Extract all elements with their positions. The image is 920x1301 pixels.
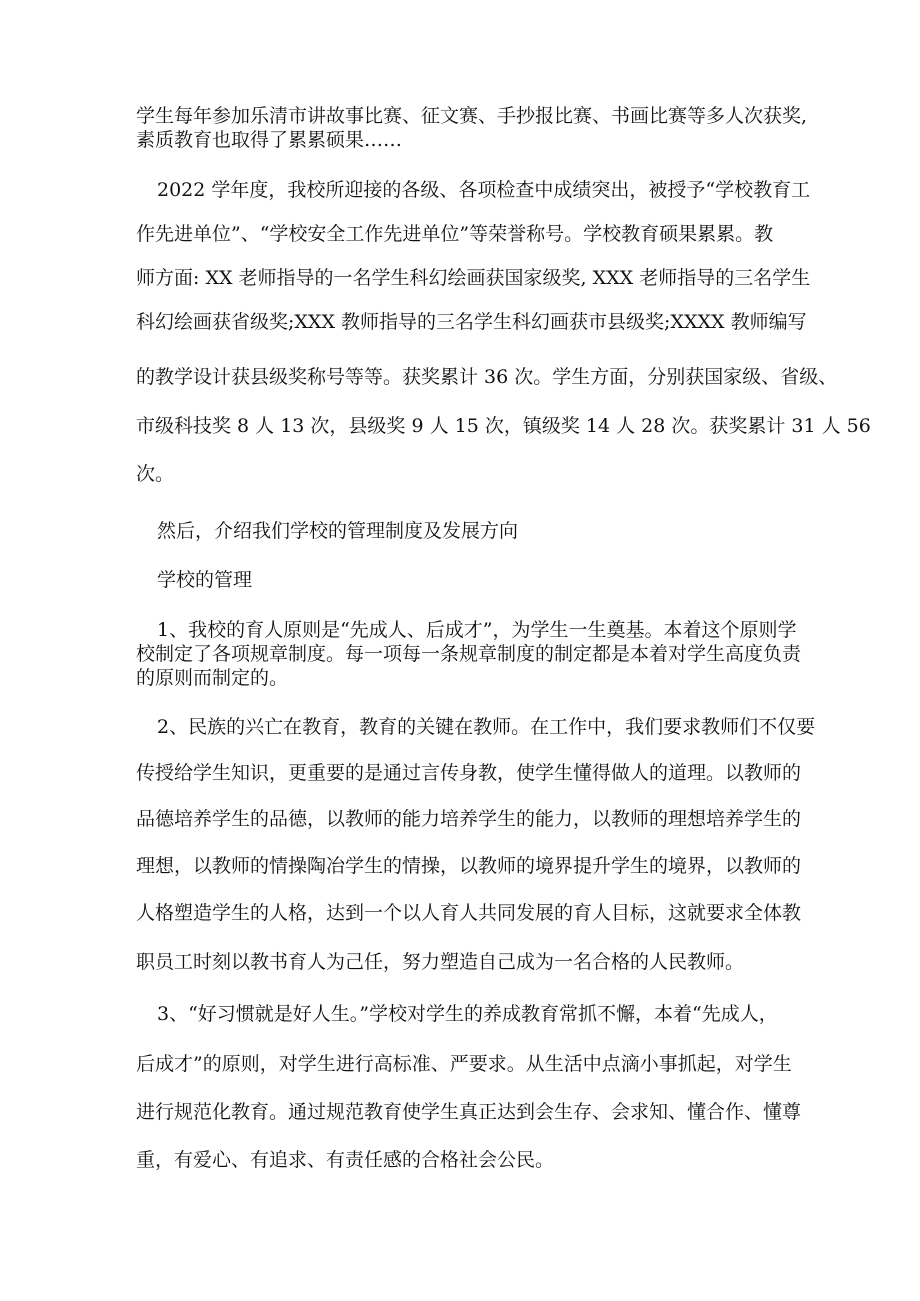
section-heading: 学校的管理 [157, 569, 253, 591]
management-item-3-line: 进行规范化教育。通过规范教育使学生真正达到会生存、会求知、懂合作、懂尊 [136, 1101, 802, 1123]
awards-paragraph-line: 科幻绘画获省级奖;XXX 教师指导的三名学生科幻画获市县级奖;XXXX 教师编写 [136, 311, 807, 333]
management-item-2-line: 2、民族的兴亡在教育，教育的关键在教师。在工作中，我们要求教师们不仅要 [157, 716, 816, 738]
management-item-1-line: 的原则而制定的。 [136, 667, 289, 689]
intro-paragraph-line: 学生每年参加乐清市讲故事比赛、征文赛、手抄报比赛、书画比赛等多人次获奖, [136, 105, 808, 127]
management-item-3-line: 后成才”的原则，对学生进行高标准、严要求。从生活中点滴小事抓起，对学生 [136, 1053, 792, 1075]
management-item-1-line: 校制定了各项规章制度。每一项每一条规章制度的制定都是本着对学生高度负责 [136, 643, 802, 665]
awards-paragraph-line: 的教学设计获县级奖称号等等。获奖累计 36 次。学生方面，分别获国家级、省级、 [136, 366, 838, 388]
management-item-2-line: 品德培养学生的品德，以教师的能力培养学生的能力，以教师的理想培养学生的 [136, 808, 802, 830]
awards-paragraph-line: 市级科技奖 8 人 13 次，县级奖 9 人 15 次，镇级奖 14 人 28 次。获奖累计 31 人 56 [136, 415, 871, 437]
management-item-3-line: 重，有爱心、有追求、有责任感的合格社会公民。 [136, 1149, 555, 1171]
awards-paragraph-line: 作先进单位”、“学校安全工作先进单位”等荣誉称号。学校教育硕果累累。教 [136, 223, 774, 245]
management-item-2-line: 人格塑造学生的人格，达到一个以人育人共同发展的育人目标，这就要求全体教 [136, 902, 802, 924]
intro-heading: 然后，介绍我们学校的管理制度及发展方向 [157, 520, 519, 542]
awards-paragraph-line: 次。 [136, 463, 175, 485]
intro-paragraph-line: 素质教育也取得了累累硕果…… [136, 129, 403, 151]
management-item-1-line: 1、我校的育人原则是“先成人、后成才”，为学生一生奠基。本着这个原则学 [157, 619, 797, 641]
awards-paragraph-line: 2022 学年度，我校所迎接的各级、各项检查中成绩突出，被授予“学校教育工 [157, 179, 811, 201]
management-item-3-line: 3、“好习惯就是好人生。”学校对学生的养成教育常抓不懈，本着“先成人， [157, 1003, 778, 1025]
awards-paragraph-line: 师方面: XX 老师指导的一名学生科幻绘画获国家级奖, XXX 老师指导的三名学生 [136, 267, 811, 289]
management-item-2-line: 传授给学生知识，更重要的是通过言传身教，使学生懂得做人的道理。以教师的 [136, 762, 802, 784]
management-item-2-line: 理想，以教师的情操陶冶学生的情操，以教师的境界提升学生的境界，以教师的 [136, 855, 802, 877]
management-item-2-line: 职员工时刻以教书育人为己任，努力塑造自己成为一名合格的人民教师。 [136, 951, 745, 973]
